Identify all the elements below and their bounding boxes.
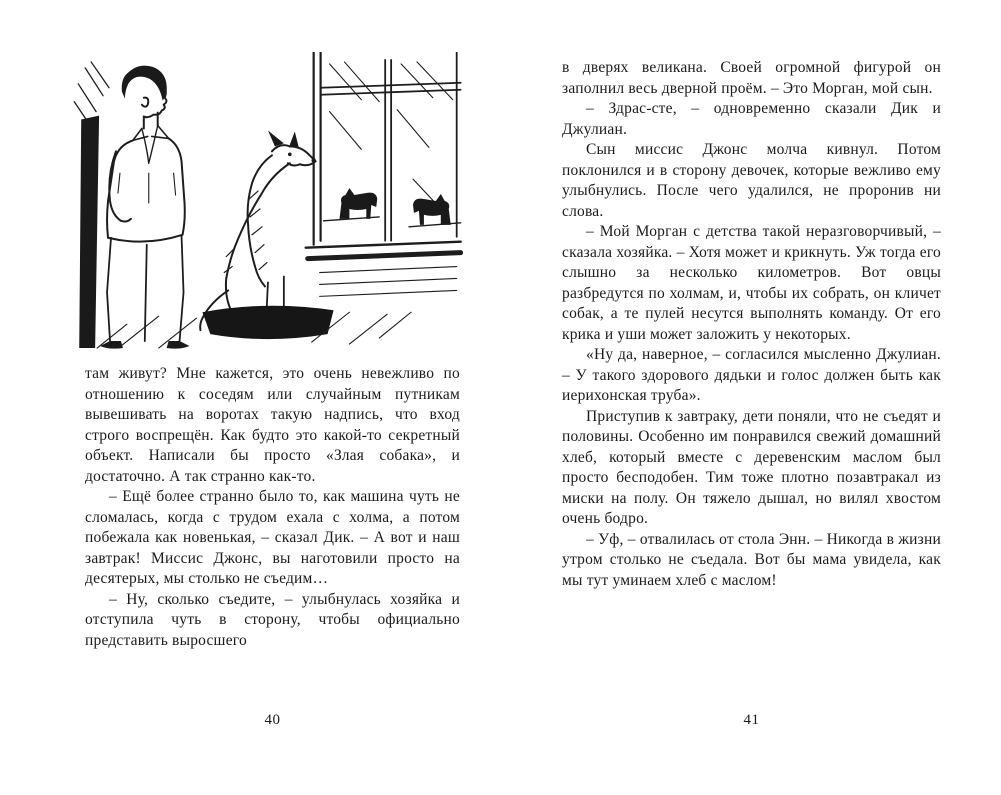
paragraph: Приступив к завтраку, дети поняли, что не съедят и половины. Особенно им понравился свежий домашний хлеб, который вместе с деревенским маслом был просто бесподобен. Тим тоже плотно позавтракал из миски на полу. Он тяжело дышал, но вилял хвостом очень бодро. (562, 407, 941, 527)
page-right (562, 58, 941, 591)
paragraph: – Мой Морган с детства такой неразговорчивый, – сказала хозяйка. – Хотя может и крикнуть. Уж тогда его слышно за несколько километров. Вот овцы разбредутся по холмам, и, чтобы их собрать, он кличет собак, а те пулей несутся выполнять команду. От его крика и уши может заложить у некоторых. (562, 223, 941, 343)
page-left (85, 52, 460, 651)
page-number-right: 41 (743, 712, 760, 728)
door-post (79, 116, 99, 348)
shop-window (306, 52, 461, 296)
page-left-text (85, 364, 460, 651)
dog-figure (200, 130, 316, 330)
page-right-text (562, 58, 941, 591)
paragraph: Сын миссис Джонс молча кивнул. Потом поклонился и в сторону девочек, которые вежливо ему улыбнулись. После чего удалился, не проронив ни слова. (562, 141, 941, 220)
paragraph: там живут? Мне кажется, это очень невежливо по отношению к соседям или случайным путникам вывешивать на воротах такую надпись, что вход строго воспрещён. Как будто это какой-то секретный объект. Написали бы просто «Злая собака», и достаточно. А так странно как-то. (85, 365, 460, 485)
paragraph: в дверях великана. Своей огромной фигурой он заполнил весь дверной проём. – Это Морган, мой сын. (562, 59, 941, 97)
paragraph: «Ну да, наверное, – согласился мысленно Джулиан. – У такого здорового дядьки и голос должен быть как иерихонская труба». (562, 346, 941, 404)
window-dog-silhouettes (324, 188, 461, 227)
paragraph: – Ещё более странно было то, как машина чуть не сломалась, когда с трудом ехала с холма, а потом побежала как новенькая, – сказал Дик. – А вот и наш завтрак! Миссис Джонс, вы наготовили просто на десятерых, мы столько не съедим… (85, 488, 460, 587)
boy-figure (100, 66, 189, 349)
illustration-boy-and-dog-at-window (61, 52, 463, 350)
paragraph: – Ну, сколько съедите, – улыбнулась хозяйка и отступила чуть в сторону, чтобы официально представить выросшего (85, 590, 460, 649)
wall-hatching (74, 62, 109, 126)
paragraph: – Уф, – отвалилась от стола Энн. – Никогда в жизни утром столько не съедала. Вот бы мама увидела, как мы тут уминаем хлеб с маслом! (562, 530, 941, 589)
paragraph: – Здрас-сте, – одновременно сказали Дик и Джулиан. (562, 100, 941, 138)
page-number-left: 40 (264, 712, 281, 728)
